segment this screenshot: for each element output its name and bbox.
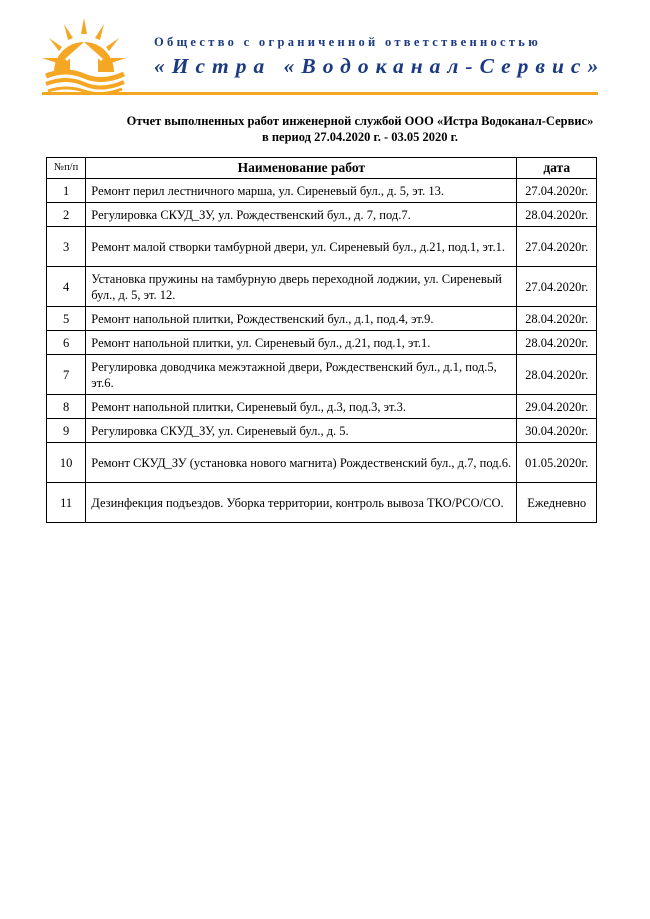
- table-row: [47, 227, 597, 267]
- row-date: 30.04.2020г.: [517, 419, 597, 443]
- row-date: 27.04.2020г.: [517, 227, 597, 267]
- report-title: [80, 113, 640, 145]
- table-row: [47, 203, 597, 227]
- header-date: дата: [517, 158, 597, 179]
- row-work: Дезинфекция подъездов. Уборка территории, контроль вывоза ТКО/РСО/СО.: [86, 483, 517, 523]
- row-work: Ремонт напольной плитки, Сиреневый бул., д.3, под.3, эт.3.: [86, 395, 517, 419]
- sun-house-logo-icon: [40, 14, 128, 96]
- table-row: [47, 419, 597, 443]
- table-row: [47, 395, 597, 419]
- row-work: Ремонт напольной плитки, ул. Сиреневый бул., д.21, под.1, эт.1.: [86, 331, 517, 355]
- row-num: 10: [47, 443, 86, 483]
- table-row: [47, 307, 597, 331]
- table-row: [47, 179, 597, 203]
- row-work: Ремонт перил лестничного марша, ул. Сиреневый бул., д. 5, эт. 13.: [86, 179, 517, 203]
- row-work: Ремонт малой створки тамбурной двери, ул. Сиреневый бул., д.21, под.1, эт.1.: [86, 227, 517, 267]
- row-work: Регулировка СКУД_ЗУ, ул. Сиреневый бул., д. 5.: [86, 419, 517, 443]
- row-date: Ежедневно: [517, 483, 597, 523]
- row-num: 1: [47, 179, 86, 203]
- header-num: №п/п: [47, 158, 86, 179]
- row-date: 01.05.2020г.: [517, 443, 597, 483]
- row-work: Ремонт СКУД_ЗУ (установка нового магнита) Рождественский бул., д.7, под.6.: [86, 443, 517, 483]
- row-num: 6: [47, 331, 86, 355]
- row-num: 7: [47, 355, 86, 395]
- row-date: 27.04.2020г.: [517, 179, 597, 203]
- company-name-line2: «Истра «Водоканал-Сервис»: [154, 54, 606, 78]
- row-date: 28.04.2020г.: [517, 203, 597, 227]
- table-row: [47, 331, 597, 355]
- row-work: Установка пружины на тамбурную дверь переходной лоджии, ул. Сиреневый бул., д. 5, эт. 12.: [86, 267, 517, 307]
- row-date: 28.04.2020г.: [517, 331, 597, 355]
- report-title-line1: Отчет выполненных работ инженерной службой ООО «Истра Водоканал-Сервис»: [126, 114, 594, 128]
- table-header-row: [47, 158, 597, 179]
- row-num: 9: [47, 419, 86, 443]
- table-row: [47, 483, 597, 523]
- report-title-line2: в период 27.04.2020 г. - 03.05 2020 г.: [261, 130, 459, 144]
- header-divider: [42, 92, 598, 95]
- row-work: Регулировка СКУД_ЗУ, ул. Рождественский бул., д. 7, под.7.: [86, 203, 517, 227]
- table-row: [47, 355, 597, 395]
- row-work: Регулировка доводчика межэтажной двери, Рождественский бул., д.1, под.5, эт.6.: [86, 355, 517, 395]
- table-row: [47, 267, 597, 307]
- works-table: [46, 157, 597, 523]
- row-date: 29.04.2020г.: [517, 395, 597, 419]
- row-work: Ремонт напольной плитки, Рождественский бул., д.1, под.4, эт.9.: [86, 307, 517, 331]
- row-date: 28.04.2020г.: [517, 307, 597, 331]
- company-name-line1: Общество с ограниченной ответственностью: [154, 35, 542, 49]
- row-num: 5: [47, 307, 86, 331]
- row-date: 27.04.2020г.: [517, 267, 597, 307]
- row-num: 2: [47, 203, 86, 227]
- row-date: 28.04.2020г.: [517, 355, 597, 395]
- row-num: 8: [47, 395, 86, 419]
- row-num: 4: [47, 267, 86, 307]
- row-num: 11: [47, 483, 86, 523]
- row-num: 3: [47, 227, 86, 267]
- table-row: [47, 443, 597, 483]
- header-work: Наименование работ: [86, 158, 517, 179]
